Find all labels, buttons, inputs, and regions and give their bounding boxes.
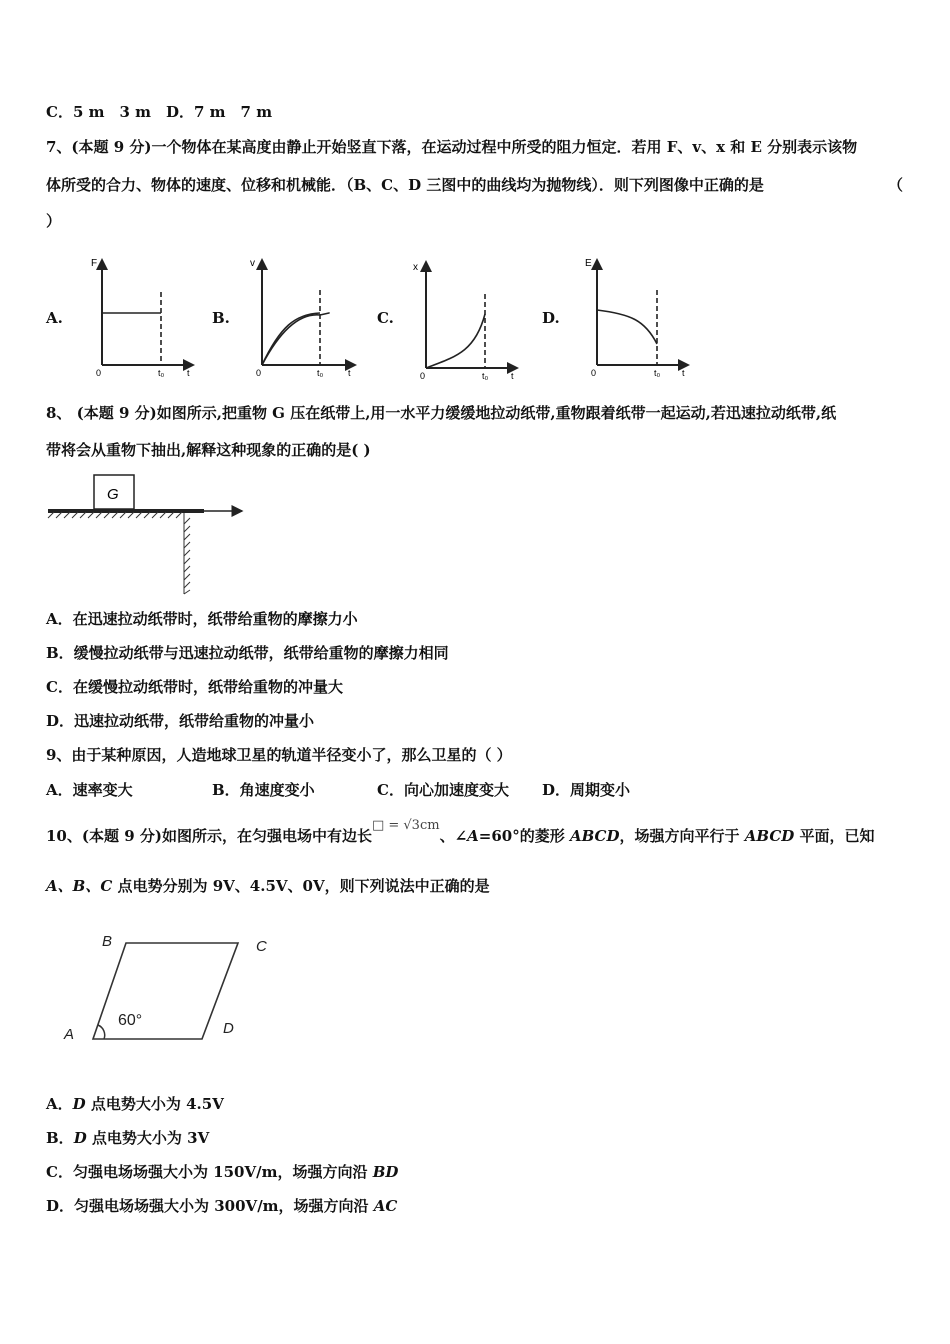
q10-option-d: D．匀强电场场强大小为 300V/m，场强方向沿 AC <box>46 1197 398 1215</box>
graph-d-label: D. <box>542 309 560 327</box>
graph-c-origin: 0 <box>420 371 426 381</box>
q8-stem-line2: 带将会从重物下抽出,解释这种现象的正确的是( ) <box>46 441 371 459</box>
q8-option-d: D．迅速拉动纸带，纸带给重物的冲量小 <box>46 712 315 730</box>
graph-b-t: t <box>348 368 351 378</box>
q8-figure <box>44 472 254 598</box>
q7-paren-close: ） <box>46 212 62 230</box>
graph-b-axis: v <box>250 258 255 269</box>
q9-option-c: C．向心加速度变大 <box>377 781 509 799</box>
q9-option-b: B．角速度变小 <box>212 781 315 799</box>
graph-d-t0: t₀ <box>654 368 661 378</box>
graph-d-origin: 0 <box>591 368 597 378</box>
q8-option-c: C．在缓慢拉动纸带时，纸带给重物的冲量大 <box>46 678 343 696</box>
q10-stem-line2-rest: 点电势分别为 9V、4.5V、0V，则下列说法中正确的是 <box>112 877 490 895</box>
q10-stem-part-d: ，场强方向平行于 <box>619 827 745 845</box>
q8-option-a: A．在迅速拉动纸带时，纸带给重物的摩擦力小 <box>46 610 358 628</box>
q10-option-a: A．D 点电势大小为 4.5V <box>46 1095 224 1113</box>
q9-option-a: A．速率变大 <box>46 781 133 799</box>
graph-d-axis: E <box>585 258 592 269</box>
weight-label: G <box>107 486 119 503</box>
graph-a-axis: F <box>91 258 98 269</box>
angle-label: 60° <box>118 1012 143 1029</box>
rhombus-abcd <box>93 943 238 1039</box>
q8-option-b: B．缓慢拉动纸带与迅速拉动纸带，纸带给重物的摩擦力相同 <box>46 644 449 662</box>
q10-stem-line1 <box>46 818 875 848</box>
q6-options: C．5 m 3 m D．7 m 7 m <box>46 103 273 121</box>
q10-stem-part-e: 平面，已知 <box>794 827 875 845</box>
q10-option-b: B．D 点电势大小为 3V <box>46 1129 210 1147</box>
graph-a-t0: t₀ <box>158 368 165 378</box>
q7-graphs <box>80 252 700 384</box>
q10-side-formula: □ = √3cm <box>371 818 440 833</box>
q9-stem: 9、由于某种原因，人造地球卫星的轨道半径变小了，那么卫星的（ ） <box>46 746 512 764</box>
graph-c-axis: x <box>413 262 418 273</box>
q10-rhombus-figure <box>56 924 286 1054</box>
q10-shape-name: ABCD <box>569 827 620 845</box>
q8-stem-line1: 8、 (本题 9 分)如图所示,把重物 G 压在纸带上,用一水平力缓缓地拉动纸带,重物跟着纸带一起运动,若迅速拉动纸带,纸 <box>46 404 837 422</box>
graph-c-t: t <box>511 371 514 381</box>
q9-option-d: D．周期变小 <box>542 781 631 799</box>
vertex-a-label: A <box>64 1026 75 1043</box>
q10-stem-part-a: 10、(本题 9 分)如图所示，在匀强电场中有边长 <box>46 827 372 845</box>
graph-d <box>585 258 688 378</box>
q7-stem-line1: 7、(本题 9 分)一个物体在某高度由静止开始竖直下落，在运动过程中所受的阻力恒定．若用 F、v、x 和 E 分别表示该物 <box>46 138 858 156</box>
q10-stem-part-c: =60°的菱形 <box>478 827 570 845</box>
graph-b <box>250 258 355 378</box>
q10-stem-line2 <box>46 876 490 896</box>
graph-c-t0: t₀ <box>482 371 489 381</box>
graph-d-t: t <box>682 368 685 378</box>
q10-points-vars: A、B、C <box>46 877 113 895</box>
angle-arc <box>98 1025 105 1039</box>
vertex-b-label: B <box>102 933 113 950</box>
q7-paren-open: （ <box>888 176 904 194</box>
graph-c <box>413 262 517 381</box>
graph-b-label: B. <box>212 309 230 327</box>
vertex-c-label: C <box>256 938 267 955</box>
graph-b-origin: 0 <box>256 368 262 378</box>
graph-a-origin: 0 <box>96 368 102 378</box>
q10-option-c: C．匀强电场场强大小为 150V/m，场强方向沿 BD <box>46 1163 399 1181</box>
q7-stem-line2: 体所受的合力、物体的速度、位移和机械能．（B、C、D 三图中的曲线均为抛物线）．则下列图像中正确的是 <box>46 176 764 194</box>
q10-angle-var: A <box>467 827 479 845</box>
graph-a-t: t <box>187 368 190 378</box>
q10-stem-part-b: 、∠ <box>439 827 468 845</box>
graph-a-label: A. <box>46 309 63 327</box>
q10-plane-name: ABCD <box>744 827 795 845</box>
vertex-d-label: D <box>223 1020 234 1037</box>
graph-b-t0: t₀ <box>317 368 324 378</box>
graph-c-label: C. <box>377 309 394 327</box>
graph-a <box>91 258 193 378</box>
